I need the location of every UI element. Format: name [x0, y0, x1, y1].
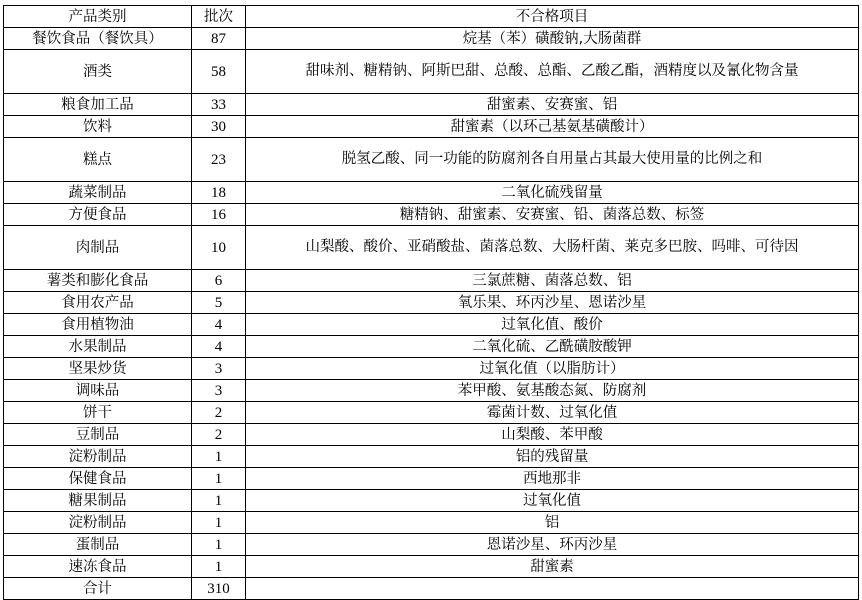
batches-cell: 1 [192, 512, 246, 534]
category-cell: 速冻食品 [4, 556, 192, 578]
batches-cell: 33 [192, 94, 246, 116]
items-cell: 铝 [246, 512, 859, 534]
table-row [4, 182, 859, 204]
total-label: 合计 [4, 578, 192, 600]
table-row [4, 314, 859, 336]
table-row [4, 94, 859, 116]
table-row [4, 204, 859, 226]
batches-cell: 5 [192, 292, 246, 314]
batches-cell: 2 [192, 402, 246, 424]
category-cell: 糖果制品 [4, 490, 192, 512]
category-cell: 调味品 [4, 380, 192, 402]
category-cell: 方便食品 [4, 204, 192, 226]
items-cell: 甜蜜素、安赛蜜、铝 [246, 94, 859, 116]
category-cell: 淀粉制品 [4, 446, 192, 468]
category-cell: 糕点 [4, 138, 192, 182]
batches-cell: 1 [192, 446, 246, 468]
category-cell: 水果制品 [4, 336, 192, 358]
table-row [4, 358, 859, 380]
batches-cell: 3 [192, 380, 246, 402]
items-cell: 西地那非 [246, 468, 859, 490]
batches-cell: 10 [192, 226, 246, 270]
category-cell: 饼干 [4, 402, 192, 424]
category-cell: 豆制品 [4, 424, 192, 446]
category-cell: 肉制品 [4, 226, 192, 270]
total-batches: 310 [192, 578, 246, 600]
items-cell: 山梨酸、酸价、亚硝酸盐、菌落总数、大肠杆菌、莱克多巴胺、吗啡、可待因 [246, 226, 859, 270]
items-cell: 甜蜜素 [246, 556, 859, 578]
items-cell: 恩诺沙星、环丙沙星 [246, 534, 859, 556]
table-row [4, 468, 859, 490]
unqualified-products-table [3, 5, 859, 600]
batches-cell: 18 [192, 182, 246, 204]
table-row [4, 556, 859, 578]
batches-cell: 1 [192, 490, 246, 512]
category-cell: 食用农产品 [4, 292, 192, 314]
batches-cell: 87 [192, 28, 246, 50]
items-cell: 苯甲酸、氨基酸态氮、防腐剂 [246, 380, 859, 402]
total-row [4, 578, 859, 600]
table-row [4, 534, 859, 556]
items-cell: 山梨酸、苯甲酸 [246, 424, 859, 446]
table-row [4, 424, 859, 446]
items-cell: 烷基（苯）磺酸钠,大肠菌群 [246, 28, 859, 50]
table-row [4, 512, 859, 534]
table-row [4, 116, 859, 138]
table-row [4, 380, 859, 402]
items-cell: 过氧化值 [246, 490, 859, 512]
items-cell: 二氧化硫、乙酰磺胺酸钾 [246, 336, 859, 358]
category-cell: 食用植物油 [4, 314, 192, 336]
batches-cell: 6 [192, 270, 246, 292]
batches-cell: 58 [192, 50, 246, 94]
items-cell: 脱氢乙酸、同一功能的防腐剂各自用量占其最大使用量的比例之和 [246, 138, 859, 182]
batches-cell: 16 [192, 204, 246, 226]
header-category: 产品类别 [4, 6, 192, 28]
category-cell: 保健食品 [4, 468, 192, 490]
batches-cell: 4 [192, 314, 246, 336]
category-cell: 坚果炒货 [4, 358, 192, 380]
category-cell: 蔬菜制品 [4, 182, 192, 204]
table-row [4, 270, 859, 292]
table-row [4, 138, 859, 182]
batches-cell: 1 [192, 556, 246, 578]
items-cell: 过氧化值、酸价 [246, 314, 859, 336]
batches-cell: 3 [192, 358, 246, 380]
items-cell: 氧乐果、环丙沙星、恩诺沙星 [246, 292, 859, 314]
category-cell: 粮食加工品 [4, 94, 192, 116]
category-cell: 饮料 [4, 116, 192, 138]
batches-cell: 4 [192, 336, 246, 358]
table-row [4, 28, 859, 50]
items-cell: 霉菌计数、过氧化值 [246, 402, 859, 424]
table-row [4, 292, 859, 314]
category-cell: 酒类 [4, 50, 192, 94]
table-row [4, 446, 859, 468]
batches-cell: 2 [192, 424, 246, 446]
table-row [4, 490, 859, 512]
items-cell: 过氧化值（以脂肪计） [246, 358, 859, 380]
table-row [4, 226, 859, 270]
category-cell: 薯类和膨化食品 [4, 270, 192, 292]
header-items: 不合格项目 [246, 6, 859, 28]
batches-cell: 1 [192, 468, 246, 490]
items-cell: 三氯蔗糖、菌落总数、铝 [246, 270, 859, 292]
header-batches: 批次 [192, 6, 246, 28]
items-cell: 甜蜜素（以环己基氨基磺酸计） [246, 116, 859, 138]
items-cell: 甜味剂、糖精钠、阿斯巴甜、总酸、总酯、乙酸乙酯，酒精度以及氰化物含量 [246, 50, 859, 94]
table-row [4, 402, 859, 424]
batches-cell: 23 [192, 138, 246, 182]
batches-cell: 30 [192, 116, 246, 138]
items-cell: 糖精钠、甜蜜素、安赛蜜、铅、菌落总数、标签 [246, 204, 859, 226]
table-row [4, 336, 859, 358]
table-header-row [4, 6, 859, 28]
items-cell: 二氧化硫残留量 [246, 182, 859, 204]
category-cell: 淀粉制品 [4, 512, 192, 534]
category-cell: 餐饮食品（餐饮具） [4, 28, 192, 50]
category-cell: 蛋制品 [4, 534, 192, 556]
total-items [246, 578, 859, 600]
batches-cell: 1 [192, 534, 246, 556]
items-cell: 铝的残留量 [246, 446, 859, 468]
table-row [4, 50, 859, 94]
